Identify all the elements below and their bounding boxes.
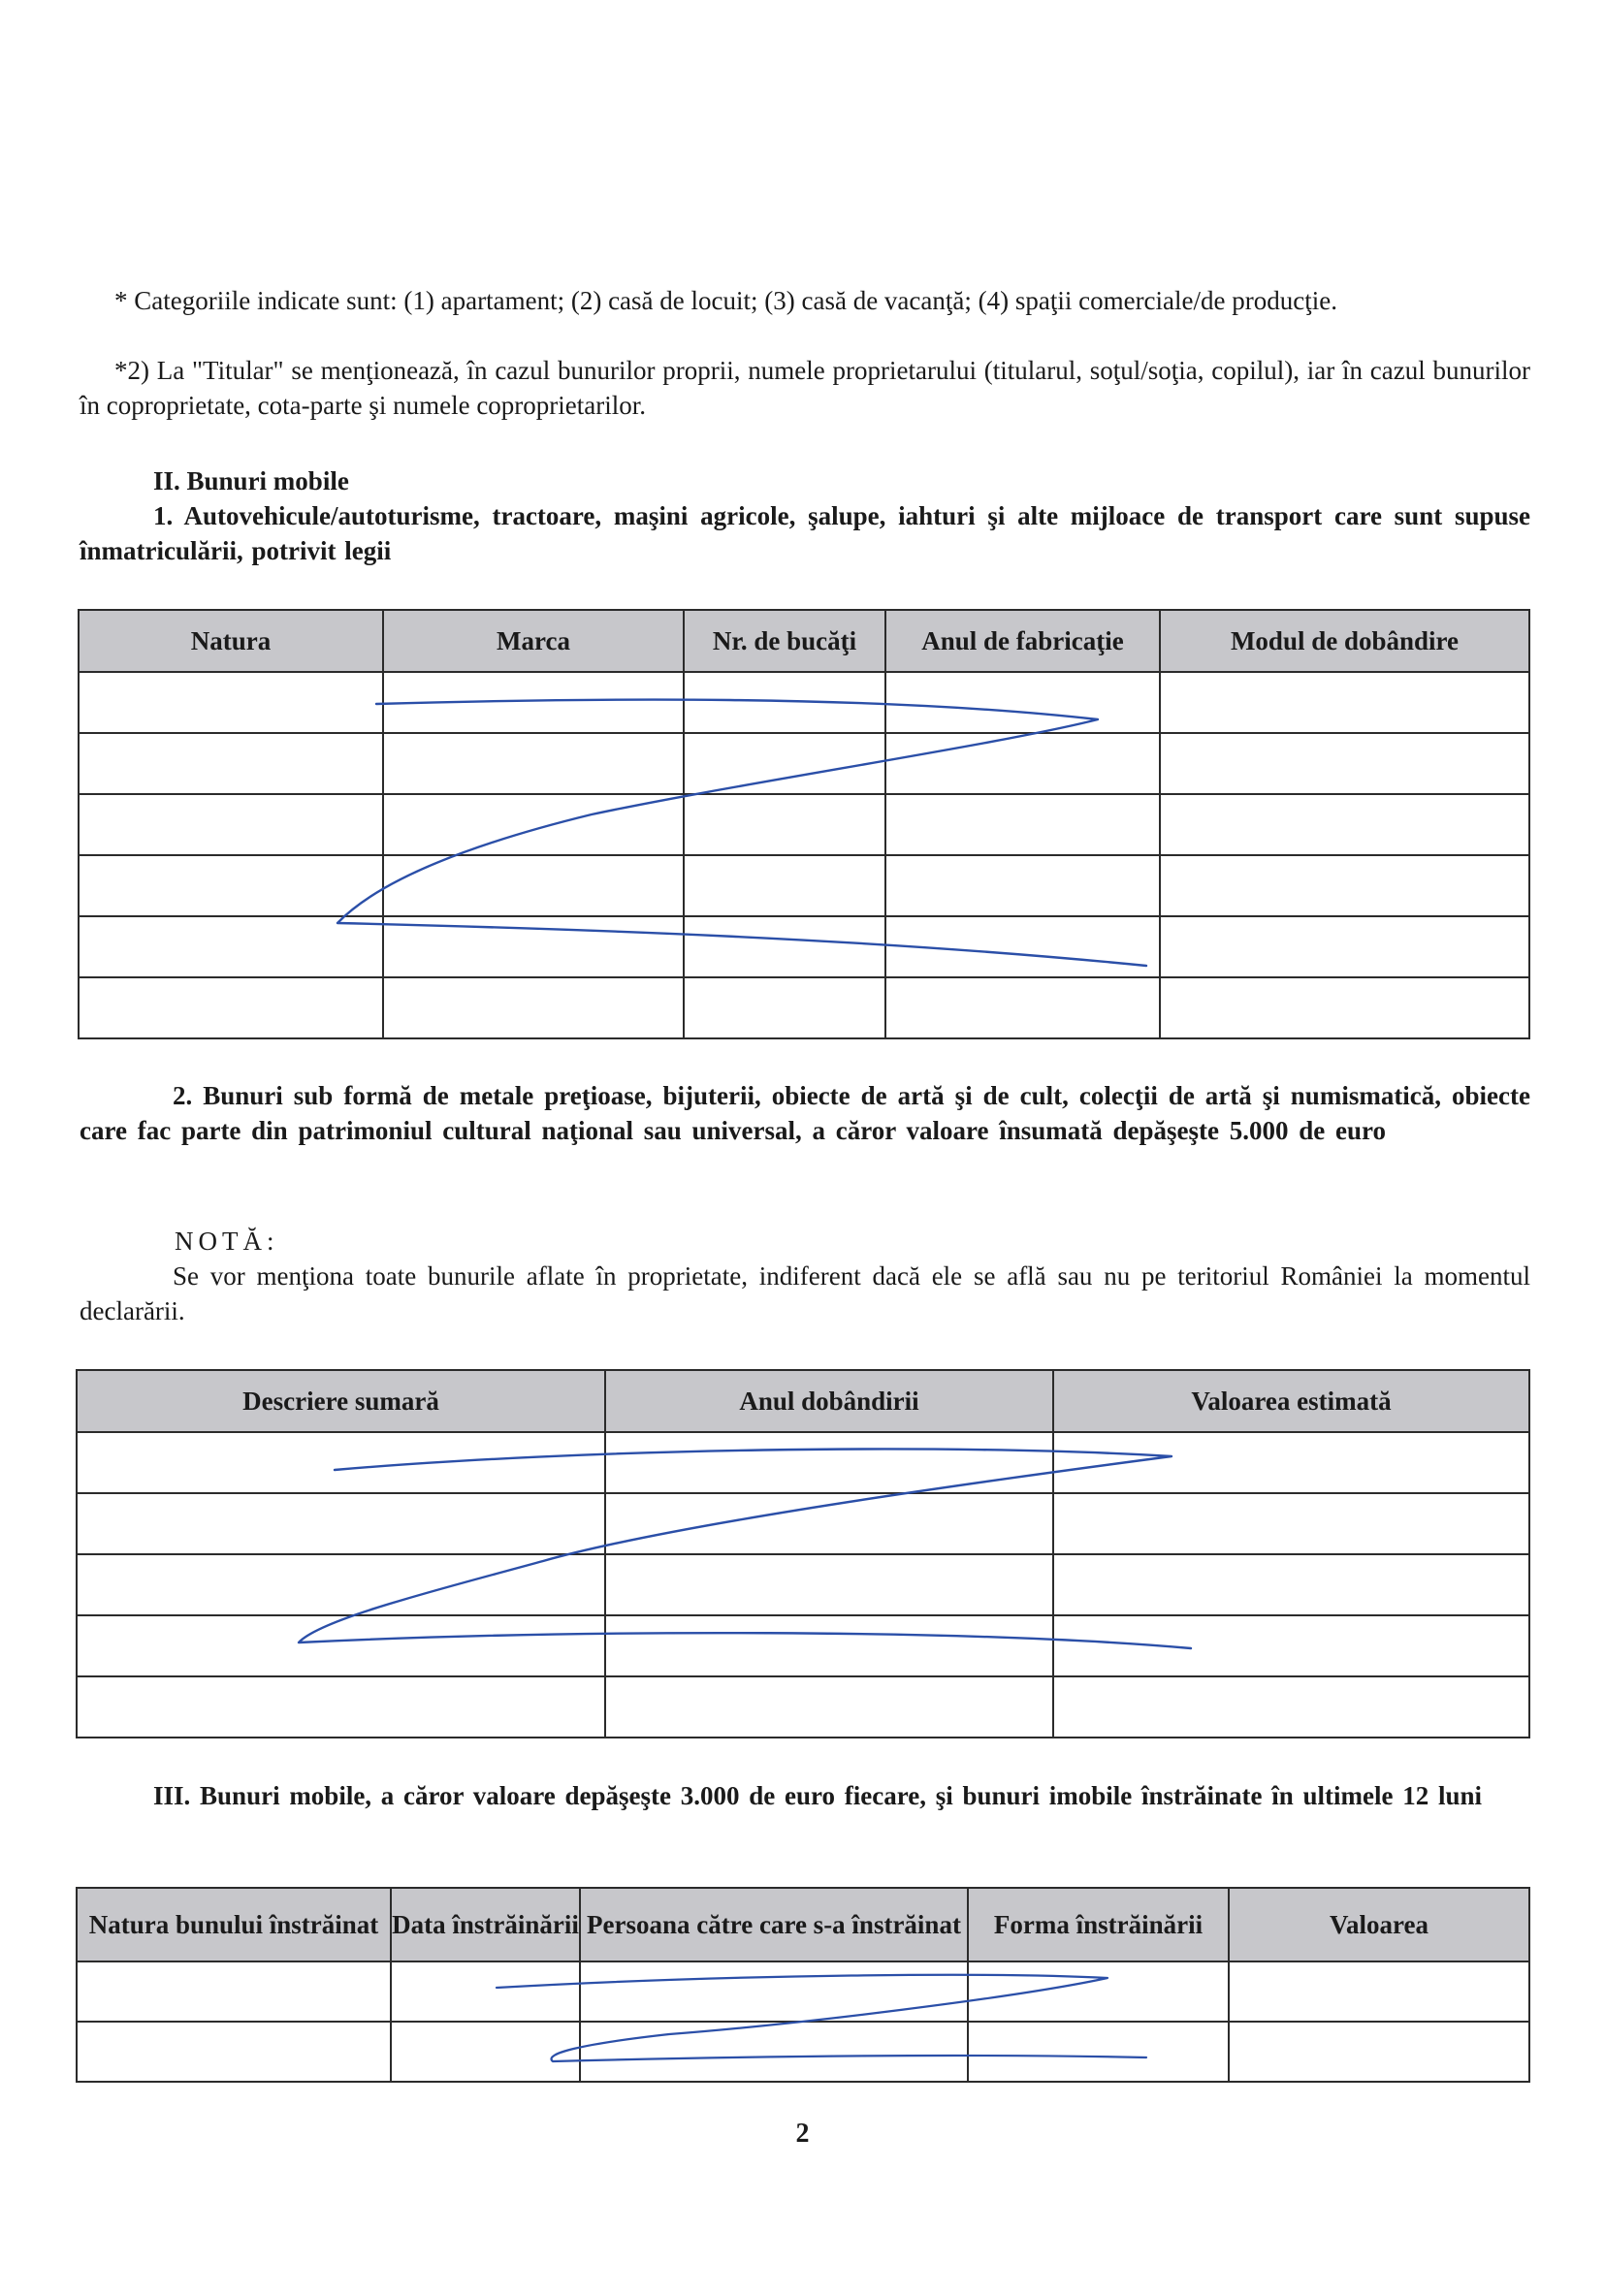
table-row: [79, 672, 1529, 733]
section-heading-bunuri-mobile: II. Bunuri mobile: [153, 466, 349, 495]
table-row: [79, 977, 1529, 1038]
table-cell: [885, 977, 1160, 1038]
table-cell: [391, 2022, 580, 2082]
table-cell: [580, 2022, 968, 2082]
table-cell: [79, 916, 383, 977]
table-cell: [1160, 977, 1529, 1038]
table-cell: [79, 855, 383, 916]
table-cell: [1160, 916, 1529, 977]
table-cell: [77, 1432, 605, 1493]
table-cell: [1053, 1554, 1529, 1615]
table-cell: [605, 1432, 1053, 1493]
table-cell: [383, 977, 684, 1038]
table-cell: [605, 1615, 1053, 1676]
table-cell: [391, 1961, 580, 2022]
table-cell: [1053, 1615, 1529, 1676]
page-number: 2: [795, 2119, 810, 2149]
column-header-natura: Natura: [79, 610, 383, 672]
column-header-valoarea: Valoarea: [1229, 1888, 1529, 1961]
table-cell: [77, 2022, 391, 2082]
table-bunuri-pretioase: [76, 1369, 1530, 1738]
column-header-anul-fabricatie: Anul de fabricaţie: [885, 610, 1160, 672]
table-cell: [1160, 855, 1529, 916]
footnote-titular: *2) La "Titular" se menţionează, în cazul bunurilor proprii, numele proprietarului (titularul, soţul/soţia, copilul), iar în cazul bunurilor în coproprietate, cota-parte şi numele coproprietarilor.: [80, 356, 1530, 420]
table-cell: [885, 855, 1160, 916]
table-row: [77, 1493, 1529, 1554]
column-header-nr-bucati: Nr. de bucăţi: [684, 610, 885, 672]
table-cell: [580, 1961, 968, 2022]
table-cell: [684, 794, 885, 855]
subsection-vehicule-heading: 1. Autovehicule/autoturisme, tractoare, maşini agricole, şalupe, iahturi şi alte mijloace de transport care sunt supuse înmatriculării, potrivit legii: [80, 501, 1530, 565]
table-row: [77, 2022, 1529, 2082]
table-row: [77, 1676, 1529, 1738]
column-header-anul-dobandirii: Anul dobândirii: [605, 1370, 1053, 1432]
table-cell: [77, 1554, 605, 1615]
table-cell: [383, 672, 684, 733]
table-row: [79, 916, 1529, 977]
column-header-valoarea-estimata: Valoarea estimată: [1053, 1370, 1529, 1432]
table-cell: [885, 672, 1160, 733]
table-row: [77, 1961, 1529, 2022]
table-cell: [684, 855, 885, 916]
subsection-bunuri-pretioase-heading: 2. Bunuri sub formă de metale preţioase, bijuterii, obiecte de artă şi de cult, colecţii de artă şi numismatică, obiecte care fac parte din patrimoniul cultural naţional sau universal, a căror valoare însumată depăşeşte 5.000 de euro: [80, 1081, 1530, 1145]
table-row: [77, 1432, 1529, 1493]
column-header-persoana: Persoana către care s-a înstrăinat: [580, 1888, 968, 1961]
table-row: [79, 733, 1529, 794]
table-cell: [79, 733, 383, 794]
table-cell: [605, 1493, 1053, 1554]
table-row: [77, 1615, 1529, 1676]
table-cell: [968, 1961, 1229, 2022]
column-header-forma-instrainarii: Forma înstrăinării: [968, 1888, 1229, 1961]
column-header-marca: Marca: [383, 610, 684, 672]
table-cell: [684, 733, 885, 794]
table-cell: [1053, 1676, 1529, 1738]
table-row: [79, 855, 1529, 916]
table-row: [77, 1554, 1529, 1615]
table-cell: [383, 794, 684, 855]
table-cell: [79, 794, 383, 855]
table-cell: [1053, 1432, 1529, 1493]
table-row: [79, 794, 1529, 855]
table-vehicule: [78, 609, 1530, 1039]
table-cell: [77, 1961, 391, 2022]
table-cell: [605, 1554, 1053, 1615]
table-cell: [1229, 1961, 1529, 2022]
table-cell: [885, 916, 1160, 977]
table-cell: [885, 794, 1160, 855]
table-cell: [1160, 794, 1529, 855]
table-cell: [1160, 672, 1529, 733]
column-header-descriere: Descriere sumară: [77, 1370, 605, 1432]
table-cell: [684, 916, 885, 977]
column-header-natura-bunului: Natura bunului înstrăinat: [77, 1888, 391, 1961]
table-cell: [383, 733, 684, 794]
table-cell: [77, 1615, 605, 1676]
table-cell: [684, 672, 885, 733]
footnote-categories: * Categoriile indicate sunt: (1) apartament; (2) casă de locuit; (3) casă de vacanţă; (4) spaţii comerciale/de producţie.: [114, 286, 1337, 315]
table-cell: [383, 855, 684, 916]
table-cell: [383, 916, 684, 977]
table-cell: [77, 1493, 605, 1554]
nota-label: NOTĂ:: [175, 1227, 279, 1256]
table-cell: [885, 733, 1160, 794]
column-header-data-instrainarii: Data înstrăinării: [391, 1888, 580, 1961]
table-cell: [684, 977, 885, 1038]
table-bunuri-instrainate: [76, 1887, 1530, 2083]
table-cell: [79, 672, 383, 733]
table-cell: [605, 1676, 1053, 1738]
table-cell: [79, 977, 383, 1038]
table-cell: [968, 2022, 1229, 2082]
nota-text: Se vor menţiona toate bunurile aflate în proprietate, indiferent dacă ele se află sau nu pe teritoriul României la momentul declarării.: [80, 1261, 1530, 1325]
column-header-modul-dobandire: Modul de dobândire: [1160, 610, 1529, 672]
table-cell: [77, 1676, 605, 1738]
table-cell: [1053, 1493, 1529, 1554]
table-cell: [1160, 733, 1529, 794]
table-cell: [1229, 2022, 1529, 2082]
section-heading-bunuri-instrainate: III. Bunuri mobile, a căror valoare depăşeşte 3.000 de euro fiecare, şi bunuri imobile înstrăinate în ultimele 12 luni: [153, 1781, 1483, 1810]
